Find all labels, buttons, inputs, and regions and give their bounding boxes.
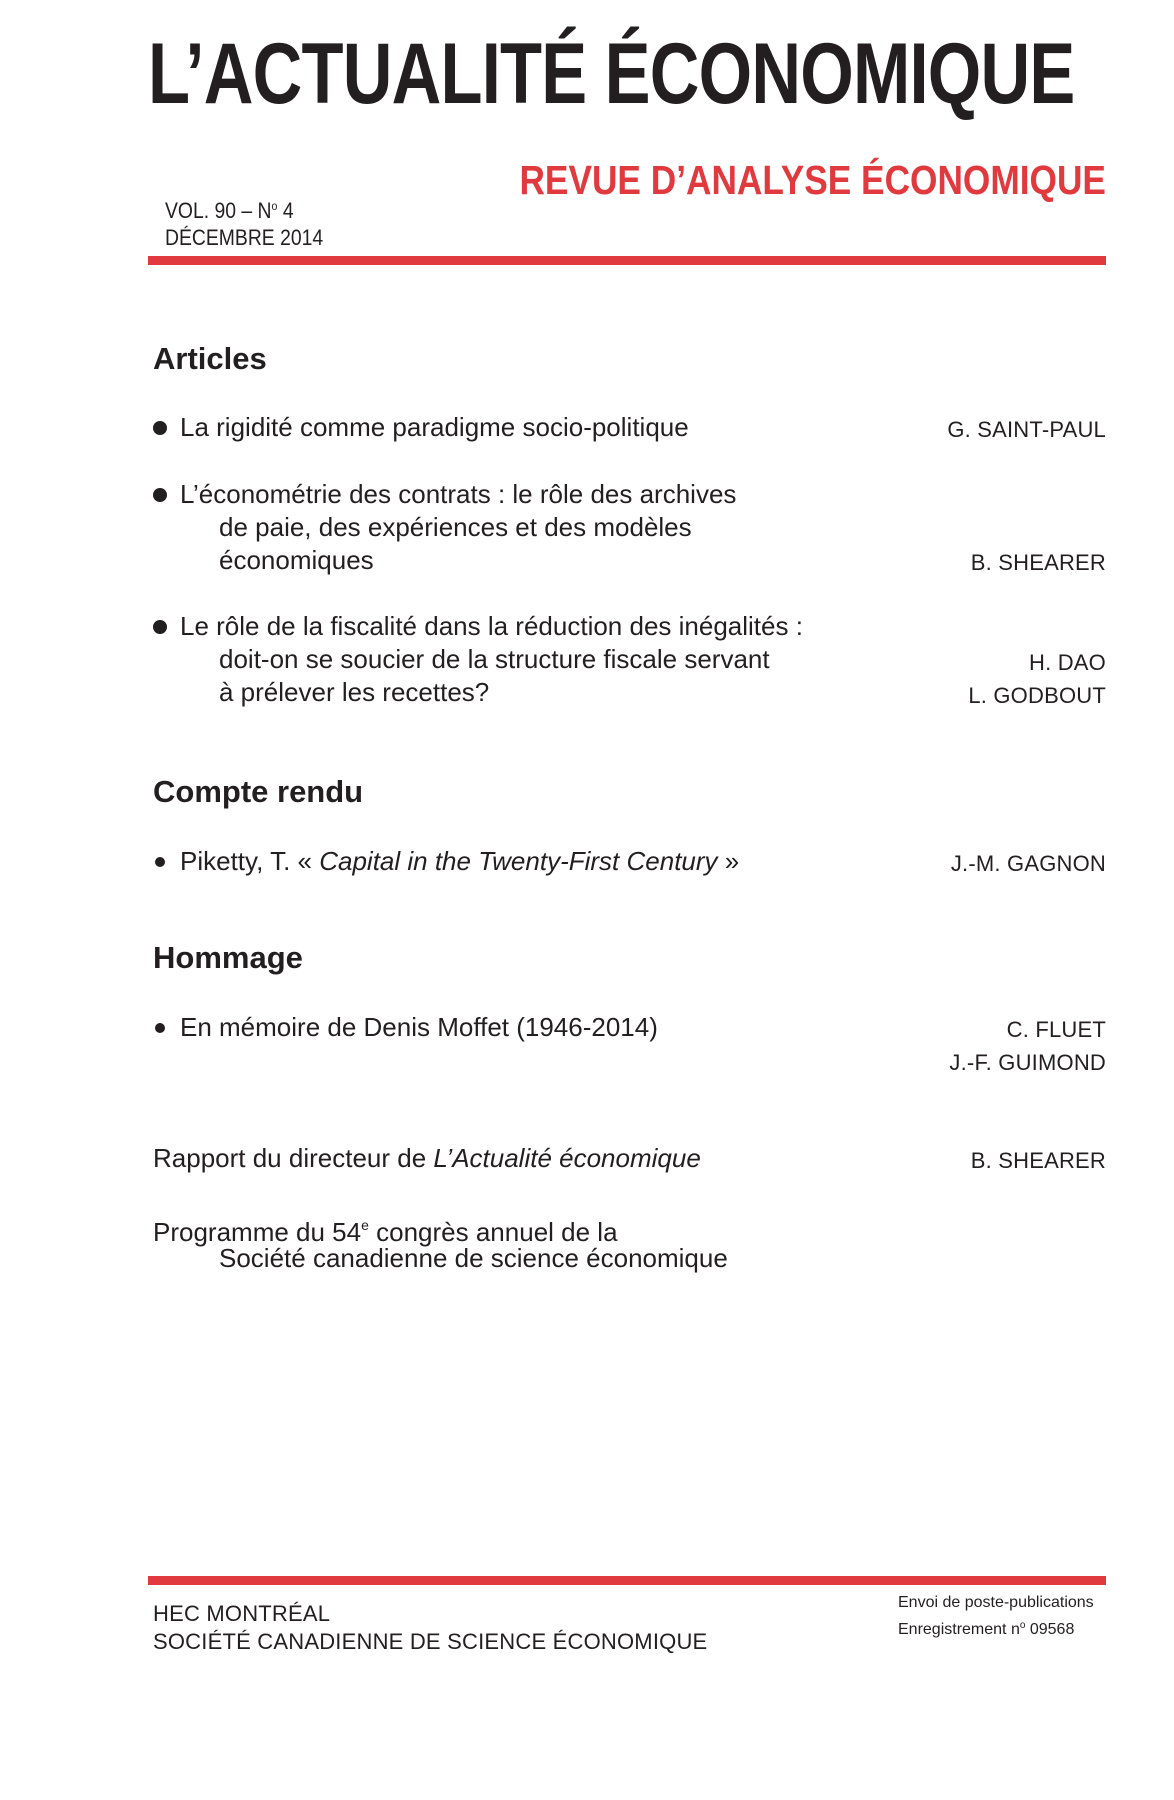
top-red-rule — [148, 256, 1106, 265]
hommage-heading: Hommage — [153, 940, 303, 975]
hommage-title: En mémoire de Denis Moffet (1946-2014) — [180, 1012, 658, 1042]
rapport-title — [153, 1142, 701, 1175]
journal-subtitle: REVUE D’ANALYSE ÉCONOMIQUE — [519, 157, 1106, 203]
hommage-author-1: C. FLUET — [1006, 1017, 1106, 1042]
article-3-author-1: H. DAO — [1029, 650, 1106, 675]
rapport-journal-name: L’Actualité économique — [433, 1143, 701, 1173]
compte-rendu-prefix: Piketty, T. « — [180, 846, 320, 876]
programme-title-line-2: Société canadienne de science économique — [219, 1243, 728, 1273]
article-2-title-line-3: économiques — [219, 545, 374, 575]
volume-sup: o — [271, 199, 278, 213]
article-2-title-line-1: L’économétrie des contrats : le rôle des archives — [180, 479, 737, 509]
compte-rendu-author: J.-M. GAGNON — [950, 851, 1106, 876]
registration-prefix: Enregistrement n — [898, 1621, 1020, 1638]
bullet-icon — [153, 488, 167, 502]
articles-heading: Articles — [153, 341, 267, 376]
registration-num: 09568 — [1025, 1621, 1075, 1638]
article-3-author-2: L. GODBOUT — [968, 683, 1106, 708]
compte-rendu-book-title: Capital in the Twenty-First Century — [319, 846, 718, 876]
publisher-scse: SOCIÉTÉ CANADIENNE DE SCIENCE ÉCONOMIQUE — [153, 1629, 708, 1654]
issue-info — [165, 193, 323, 251]
article-3-title-line-2: doit-on se soucier de la structure fiscale servant — [219, 644, 770, 674]
publisher-hec: HEC MONTRÉAL — [153, 1601, 331, 1626]
bullet-icon — [155, 857, 165, 867]
rapport-prefix: Rapport du directeur de — [153, 1143, 434, 1173]
article-2-author: B. SHEARER — [970, 550, 1106, 575]
programme-suffix: congrès annuel de la — [368, 1217, 618, 1247]
volume-prefix: VOL. 90 – N — [165, 198, 272, 223]
article-3-title-line-1: Le rôle de la fiscalité dans la réduction des inégalités : — [180, 611, 803, 641]
bottom-red-rule — [148, 1576, 1106, 1585]
programme-sup: e — [361, 1217, 369, 1233]
journal-title: L’ACTUALITÉ ÉCONOMIQUE — [148, 26, 1075, 122]
rapport-author: B. SHEARER — [970, 1148, 1106, 1173]
registration-number — [898, 1614, 1074, 1641]
article-2-title-line-2: de paie, des expériences et des modèles — [219, 512, 692, 542]
bullet-icon — [153, 421, 167, 435]
article-1-author: G. SAINT-PAUL — [947, 417, 1106, 442]
compte-rendu-heading: Compte rendu — [153, 774, 364, 809]
volume-num: 4 — [277, 198, 294, 223]
hommage-author-2: J.-F. GUIMOND — [949, 1050, 1106, 1075]
compte-rendu-title — [180, 845, 739, 878]
bullet-icon — [155, 1023, 165, 1033]
article-1-title: La rigidité comme paradigme socio-politique — [180, 412, 689, 442]
volume-number — [165, 193, 323, 224]
registration-sup: o — [1019, 1620, 1026, 1631]
programme-prefix: Programme du 54 — [153, 1217, 362, 1247]
compte-rendu-suffix: » — [717, 846, 740, 876]
issue-date: DÉCEMBRE 2014 — [165, 225, 324, 250]
bullet-icon — [153, 620, 167, 634]
article-3-title-line-3: à prélever les recettes? — [219, 677, 490, 707]
postal-mail-note: Envoi de poste-publications — [898, 1594, 1094, 1611]
